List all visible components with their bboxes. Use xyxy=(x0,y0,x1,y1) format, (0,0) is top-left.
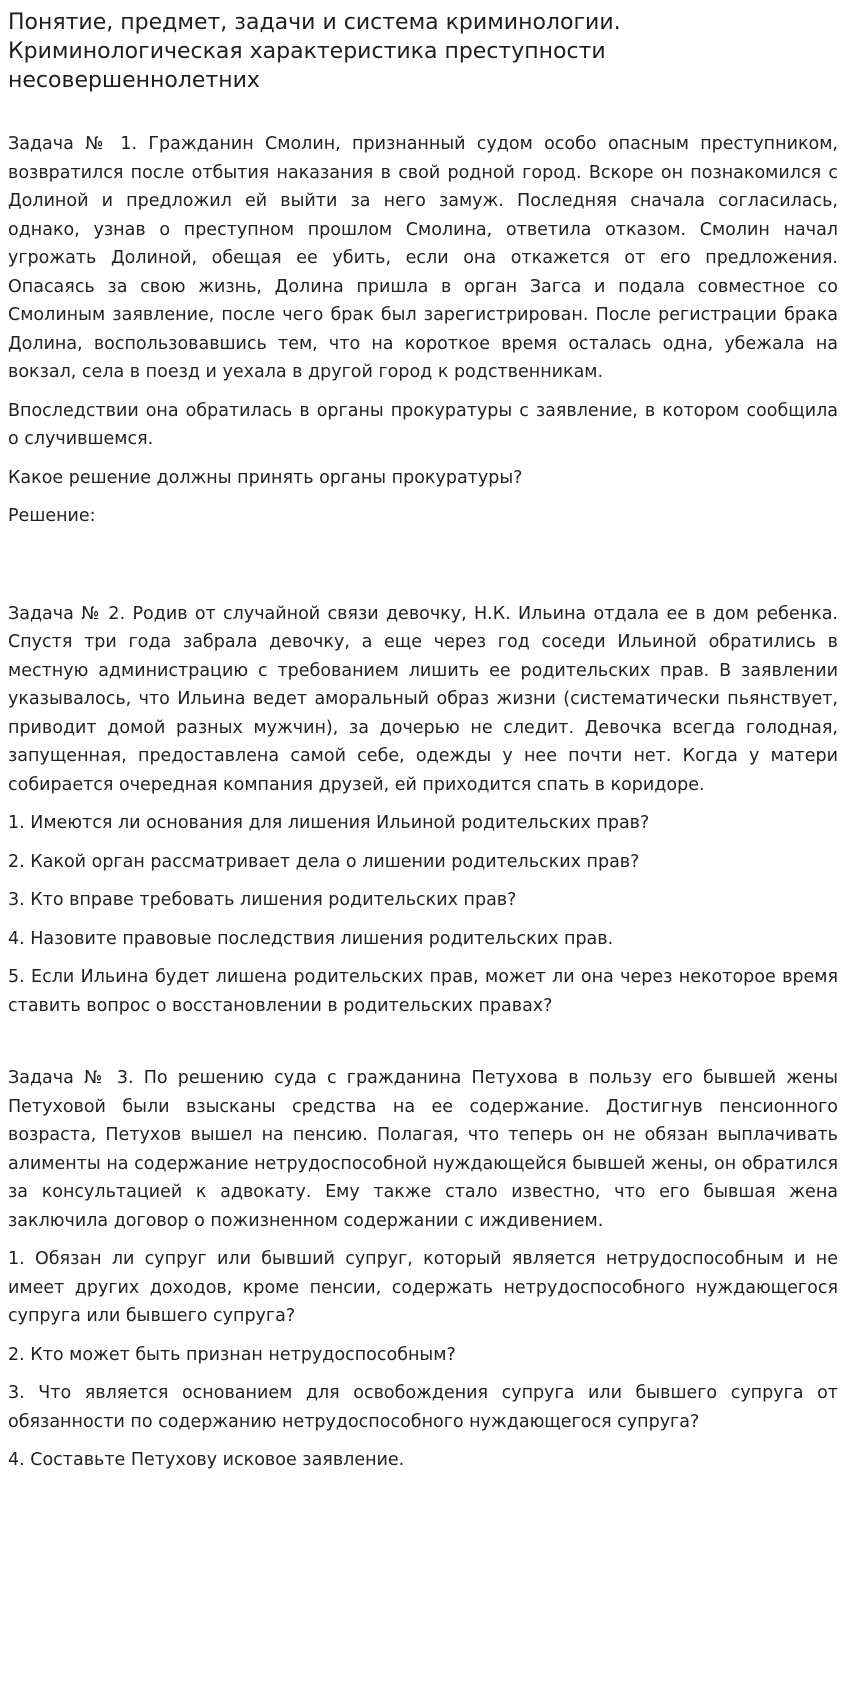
task-1-solution-label: Решение: xyxy=(8,506,96,526)
task-3-question-2: 2. Кто может быть признан нетрудоспособным? xyxy=(8,1344,456,1365)
task-3-condition: Задача № 3. По решению суда с гражданина Петухова в пользу его бывшей жены Петуховой были взысканы средства на ее содержание. Достигнув пенсионного возраста, Петухов вышел на пенсию. Полагая, что теперь он не обязан выплачивать алименты на содержание нетрудоспособной нуждающейся бывшей жены, он обратился за консультацией к адвокату. Ему также стало известно, что его бывшая жена заключила договор о пожизненном содержании с иждивением. xyxy=(8,1068,838,1231)
task-1 xyxy=(8,130,838,531)
task-2-question-2: 2. Какой орган рассматривает дела о лишении родительских прав? xyxy=(8,851,640,872)
task-1-question: Какое решение должны принять органы прокуратуры? xyxy=(8,467,523,488)
task-2-condition: Задача № 2. Родив от случайной связи девочку, Н.К. Ильина отдала ее в дом ребенка. Спустя три года забрала девочку, а еще через год соседи Ильиной обратились в местную администрацию с требованием лишить ее родительских прав. В заявлении указывалось, что Ильина ведет аморальный образ жизни (систематически пьянствует, приводит домой разных мужчин), за дочерью не следит. Девочка всегда голодная, запущенная, предоставлена самой себе, одежды у нее почти нет. Когда у матери собирается очередная компания друзей, ей приходится спать в коридоре. xyxy=(8,603,838,795)
task-3-question-3: 3. Что является основанием для освобождения супруга или бывшего супруга от обязанности по содержанию нетрудоспособного нуждающегося супруга? xyxy=(8,1383,838,1432)
task-1-condition: Задача № 1. Гражданин Смолин, признанный судом особо опасным преступником, возвратился после отбытия наказания в свой родной город. Вскоре он познакомился с Долиной и предложил ей выйти за него замуж. Последняя сначала согласилась, однако, узнав о преступном прошлом Смолина, ответила отказом. Смолин начал угрожать Долиной, обещая ее убить, если она откажется от его предложения. Опасаясь за свою жизнь, Долина пришла в орган Загса и подала совместное со Смолиным заявление, после чего брак был зарегистрирован. После регистрации брака Долина, воспользовавшись тем, что на короткое время осталась одна, убежала на вокзал, села в поезд и уехала в другой город к родственникам. xyxy=(8,134,838,382)
task-2-question-5: 5. Если Ильина будет лишена родительских прав, может ли она через некоторое время ставить вопрос о восстановлении в родительских правах? xyxy=(8,967,838,1016)
task-3 xyxy=(8,1064,838,1475)
task-2 xyxy=(8,600,838,1021)
task-2-question-1: 1. Имеются ли основания для лишения Ильиной родительских прав? xyxy=(8,813,650,833)
task-3-question-4: 4. Составьте Петухову исковое заявление. xyxy=(8,1450,405,1470)
task-2-question-3: 3. Кто вправе требовать лишения родительских прав? xyxy=(8,890,517,910)
task-1-followup: Впоследствии она обратилась в органы прокуратуры с заявление, в котором сообщила о случившемся. xyxy=(8,400,838,449)
task-3-question-1: 1. Обязан ли супруг или бывший супруг, который является нетрудоспособным и не имеет других доходов, кроме пенсии, содержать нетрудоспособного нуждающегося супруга или бывшего супруга? xyxy=(8,1249,838,1326)
document-title: Понятие, предмет, задачи и система криминологии. Криминологическая характеристика преступности несовершеннолетних xyxy=(8,10,621,93)
task-2-question-4: 4. Назовите правовые последствия лишения родительских прав. xyxy=(8,928,614,949)
